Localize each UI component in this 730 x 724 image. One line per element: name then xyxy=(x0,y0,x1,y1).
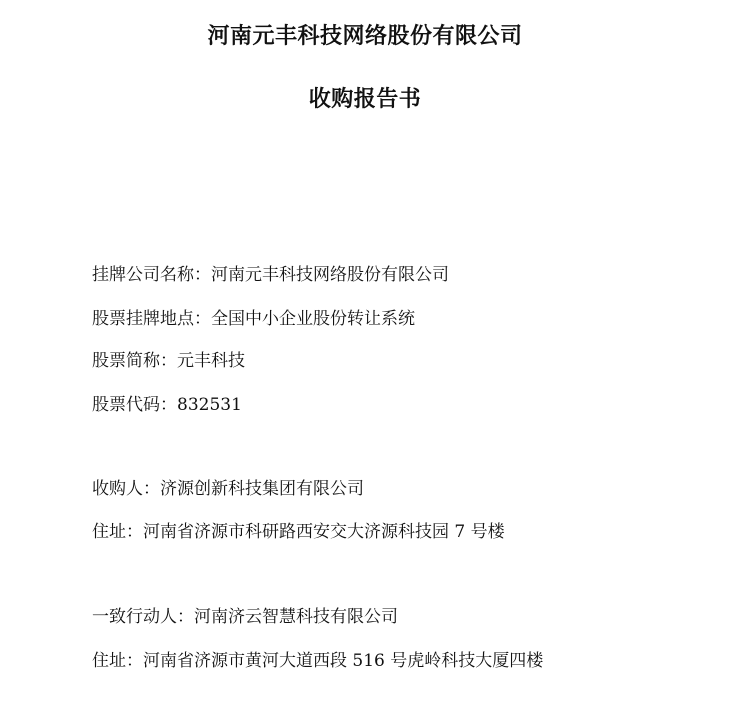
acquirer-address-label: 住址： xyxy=(92,522,143,542)
concert-party-line xyxy=(92,609,398,626)
acquirer-address-line xyxy=(92,524,505,541)
listing-venue-line xyxy=(92,311,415,328)
acquirer-name: 济源创新科技集团有限公司 xyxy=(160,479,364,499)
listed-company-name-label: 挂牌公司名称： xyxy=(92,265,211,285)
concert-party-label: 一致行动人： xyxy=(92,607,194,627)
acquirer-label: 收购人： xyxy=(92,479,160,499)
acquirer-address-value: 河南省济源市科研路西安交大济源科技园 7 号楼 xyxy=(143,522,505,542)
stock-short-name-label: 股票简称： xyxy=(92,351,177,371)
stock-code-line xyxy=(92,397,242,414)
concert-party-name: 河南济云智慧科技有限公司 xyxy=(194,607,398,627)
stock-code-value: 832531 xyxy=(177,395,242,415)
concert-party-address-label: 住址： xyxy=(92,651,143,671)
concert-party-address-line xyxy=(92,653,543,670)
listed-company-name-value: 河南元丰科技网络股份有限公司 xyxy=(211,265,449,285)
stock-short-name-line xyxy=(92,353,245,370)
listing-venue-label: 股票挂牌地点： xyxy=(92,309,211,329)
acquirer-line xyxy=(92,481,364,498)
stock-code-label: 股票代码： xyxy=(92,395,177,415)
listing-venue-value: 全国中小企业股份转让系统 xyxy=(211,309,415,329)
document-title-company: 河南元丰科技网络股份有限公司 xyxy=(207,24,523,49)
concert-party-address-value: 河南省济源市黄河大道西段 516 号虎岭科技大厦四楼 xyxy=(143,651,544,671)
stock-short-name-value: 元丰科技 xyxy=(177,351,245,371)
document-title-report: 收购报告书 xyxy=(308,87,422,112)
listed-company-name-line xyxy=(92,267,449,284)
